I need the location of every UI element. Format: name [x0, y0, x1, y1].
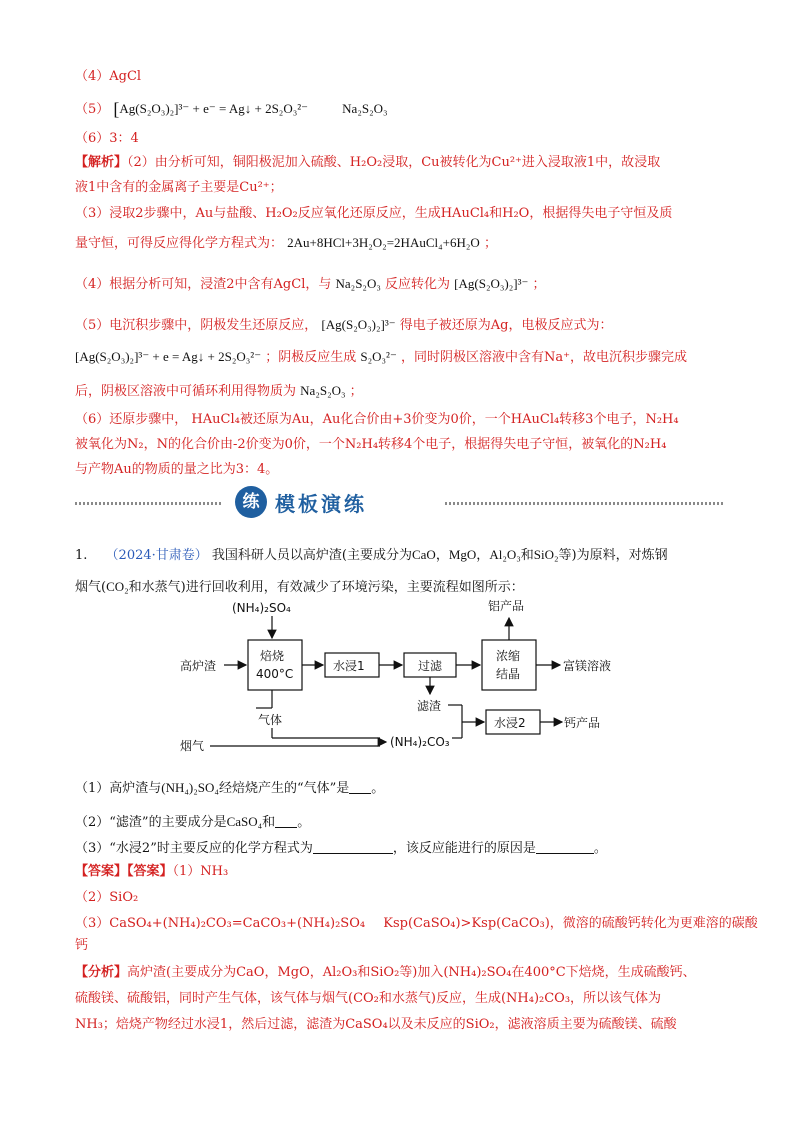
analysis-p5e: 后，阴极区溶液中可循环利用得物质为: [75, 384, 297, 399]
flow-box-crystallize: [482, 640, 536, 690]
section-banner: [75, 486, 725, 520]
answer-2: （2）SiO₂: [75, 890, 139, 905]
flow-box-roast-l2: 400°C: [256, 667, 294, 681]
analysis-l2: 硫酸镁、硫酸铝，同时产生气体，该气体与烟气(CO₂和水蒸气)反应，生成(NH₄)₂CO₃，所以该气体为: [75, 991, 662, 1006]
analysis-tag: 【解析】: [75, 155, 128, 170]
formula-al2o3: Al₂O₃: [489, 547, 521, 562]
subquestion-2: [75, 812, 310, 833]
answer-5-equation-text: Ag(S₂O₃)₂]³⁻ + e⁻ = Ag↓ + 2S₂O₃²⁻: [119, 101, 309, 116]
analysis-p5b: 得电子被还原为Ag，电极反应式为：: [399, 318, 613, 333]
flow-residue-label: 滤渣: [417, 699, 442, 713]
analysis-p5a-text: （5）电沉积步骤中，阴极发生还原反应，: [75, 318, 318, 333]
analysis-p5e-line: [75, 381, 363, 402]
analysis-p3-end: ；: [483, 236, 497, 251]
question-and: 和: [520, 548, 534, 563]
answer-3a: （3）CaSO₄+(NH₄)₂CO₃=CaCO₃+(NH₄)₂SO₄: [75, 916, 366, 931]
analysis-p4: [75, 274, 546, 295]
flow-box-crystallize-l1: 浓缩: [496, 649, 521, 663]
answer-3: [75, 914, 758, 934]
analysis-p2a: [75, 153, 660, 173]
answer-6: （6）3：4: [75, 131, 139, 146]
q2b: 和: [262, 815, 276, 830]
flow-gas-label: 气体: [258, 713, 283, 727]
analysis-p2a-text: （2）由分析可知，铜阳极泥加入硫酸、H₂O₂浸取，Cu被转化为Cu²⁺进入浸取液1中，故浸取: [127, 155, 661, 170]
question-intro-2: [75, 577, 524, 598]
q1c: 。: [371, 781, 385, 796]
q1b: 经焙烧产生的“气体”是: [218, 781, 350, 796]
flow-box-roast-l1: 焙烧: [260, 649, 285, 663]
question-intro-1: [75, 545, 668, 566]
q1-salt: (NH₄)₂SO₄: [161, 780, 219, 795]
q3b: ，该反应能进行的原因是: [392, 841, 536, 856]
answer-tag: 【答案】【答案】: [75, 864, 173, 879]
q3a: （3）“水浸2”时主要反应的化学方程式为: [75, 841, 313, 856]
answer-5-label: （5）: [75, 102, 110, 117]
flow-box-crystallize-l2: 结晶: [496, 667, 521, 681]
subquestion-3: [75, 839, 607, 859]
analysis-p5-equation: [Ag(S₂O₃)₂]³⁻ + e = Ag↓ + 2S₂O₃²⁻: [75, 349, 262, 364]
analysis-p3b-text: 量守恒，可得反应得化学方程式为：: [75, 236, 284, 251]
q3-blank-reason[interactable]: [536, 839, 594, 854]
analysis-p4-complex: [Ag(S₂O₃)₂]³⁻: [454, 276, 529, 291]
flow-product-al: 铝产品: [488, 599, 525, 613]
flow-box-leach1-label: 水浸1: [333, 659, 365, 673]
analysis-p3a: （3）浸取2步骤中，Au与盐酸、H₂O₂反应氧化还原反应，生成HAuCl₄和H₂O，根据得失电子守恒及质: [75, 206, 673, 221]
analysis-l3: NH₃；焙烧产物经过水浸1，然后过滤，滤渣为CaSO₄以及未反应的SiO₂，滤液溶质主要为硫酸镁、硫酸: [75, 1017, 677, 1032]
analysis-p5c: ；阴极反应生成: [265, 350, 357, 365]
flow-reagent-top: (NH₄)₂SO₄: [232, 601, 291, 615]
analysis-p3b: [75, 233, 497, 254]
analysis-p5-end: ；: [349, 384, 363, 399]
analysis-p5d: ，同时阴极区溶液中含有Na⁺，故电沉积步骤完成: [400, 350, 687, 365]
banner-divider-left: [75, 502, 223, 505]
formula-mgo: MgO: [448, 547, 477, 562]
analysis-p6c: 与产物Au的物质的量之比为3：4。: [75, 462, 279, 477]
question-sep2: ，: [476, 548, 490, 563]
analysis-p5-eq-line: [75, 347, 687, 368]
q3-blank-equation[interactable]: [313, 839, 393, 854]
analysis-p6b: 被氧化为N₂，N的化合价由-2价变为0价，一个N₂H₄转移4个电子，根据得失电子守恒，被氧化的N₂H₄: [75, 437, 667, 452]
answer-1: （1）NH₃: [172, 864, 229, 879]
flow-box-filter-label: 过滤: [418, 659, 443, 673]
q2-caso4: CaSO₄: [226, 814, 263, 829]
answer-5: [75, 99, 388, 120]
question-sep1: ，: [435, 548, 449, 563]
analysis-p6a: （6）还原步骤中， HAuCl₄被还原为Au，Au化合价由+3价变为0价，一个HAuCl₄转移3个电子，N₂H₄: [75, 412, 679, 427]
q2c: 。: [297, 815, 311, 830]
answer-3b: 钙: [75, 938, 89, 953]
analysis-p4-na2s2o3: Na₂S₂O₃: [335, 276, 381, 291]
question-text-a: 我国科研人员以高炉渣(主要成分为: [211, 548, 412, 563]
q3c: 。: [593, 841, 607, 856]
answer-5-equation: [Ag(S₂O₃)₂]³⁻ + e⁻ = Ag↓ + 2S₂O₃²⁻: [113, 99, 309, 119]
analysis-tag-2: 【分析】: [75, 965, 128, 980]
flow-input-label: 高炉渣: [180, 659, 217, 673]
answer-line-1: [75, 862, 228, 882]
flow-smoke-label: 烟气: [180, 739, 205, 753]
formula-co2: CO₂: [106, 579, 129, 594]
flow-box-roast: [248, 640, 302, 690]
flow-product-ca: 钙产品: [564, 716, 601, 730]
question-source: （2024·甘肃卷）: [105, 548, 208, 563]
answer-5-product: Na₂S₂O₃: [342, 101, 388, 116]
answer-3-ksp: Ksp(CaSO₄)>Ksp(CaCO₃)，微溶的硫酸钙转化为更难溶的碳酸: [383, 916, 758, 931]
formula-sio2: SiO₂: [533, 547, 559, 562]
analysis-line-1: [75, 963, 696, 983]
analysis-p5a: [75, 315, 612, 336]
banner-divider-right: [445, 502, 725, 505]
question-text-b: 等)为原料，对炼钢: [558, 548, 668, 563]
analysis-p4b: 反应转化为: [385, 277, 451, 292]
subquestion-1: [75, 778, 384, 799]
q1a: （1）高炉渣与: [75, 781, 162, 796]
q2a: （2）“滤渣”的主要成分是: [75, 815, 227, 830]
analysis-p2b: 液1中含有的金属离子主要是Cu²⁺；: [75, 180, 283, 195]
question-text-d: 和水蒸气)进行回收利用，有效减少了环境污染，主要流程如图所示：: [128, 580, 524, 595]
q1-blank[interactable]: [349, 779, 371, 794]
answer-4: （4）AgCl: [75, 69, 142, 84]
practice-icon: 练: [235, 486, 267, 518]
flow-product-mg: 富镁溶液: [563, 659, 612, 673]
analysis-l1: 高炉渣(主要成分为CaO，MgO，Al₂O₃和SiO₂等)加入(NH₄)₂SO₄在400°C下焙烧，生成硫酸钙、: [127, 965, 696, 980]
process-flow-diagram: [180, 598, 620, 756]
analysis-p4a: （4）根据分析可知，浸渣2中含有AgCl，与: [75, 277, 332, 292]
formula-cao: CaO: [411, 547, 436, 562]
analysis-p3-equation: 2Au+8HCl+3H₂O₂=2HAuCl₄+6H₂O: [287, 235, 480, 250]
question-text-c: 烟气(: [75, 580, 107, 595]
analysis-p5-ion: S₂O₃²⁻: [360, 349, 397, 364]
analysis-p5-na2s2o3: Na₂S₂O₃: [300, 383, 346, 398]
flow-box-leach2-label: 水浸2: [494, 716, 526, 730]
analysis-p4-end: ；: [532, 277, 546, 292]
flow-carbonate-label: (NH₄)₂CO₃: [390, 735, 450, 749]
banner-title: 模板演练: [275, 492, 367, 516]
q2-blank[interactable]: [275, 813, 297, 828]
analysis-p5-complex: [Ag(S₂O₃)₂]³⁻: [321, 317, 396, 332]
question-number: 1.: [75, 548, 88, 563]
